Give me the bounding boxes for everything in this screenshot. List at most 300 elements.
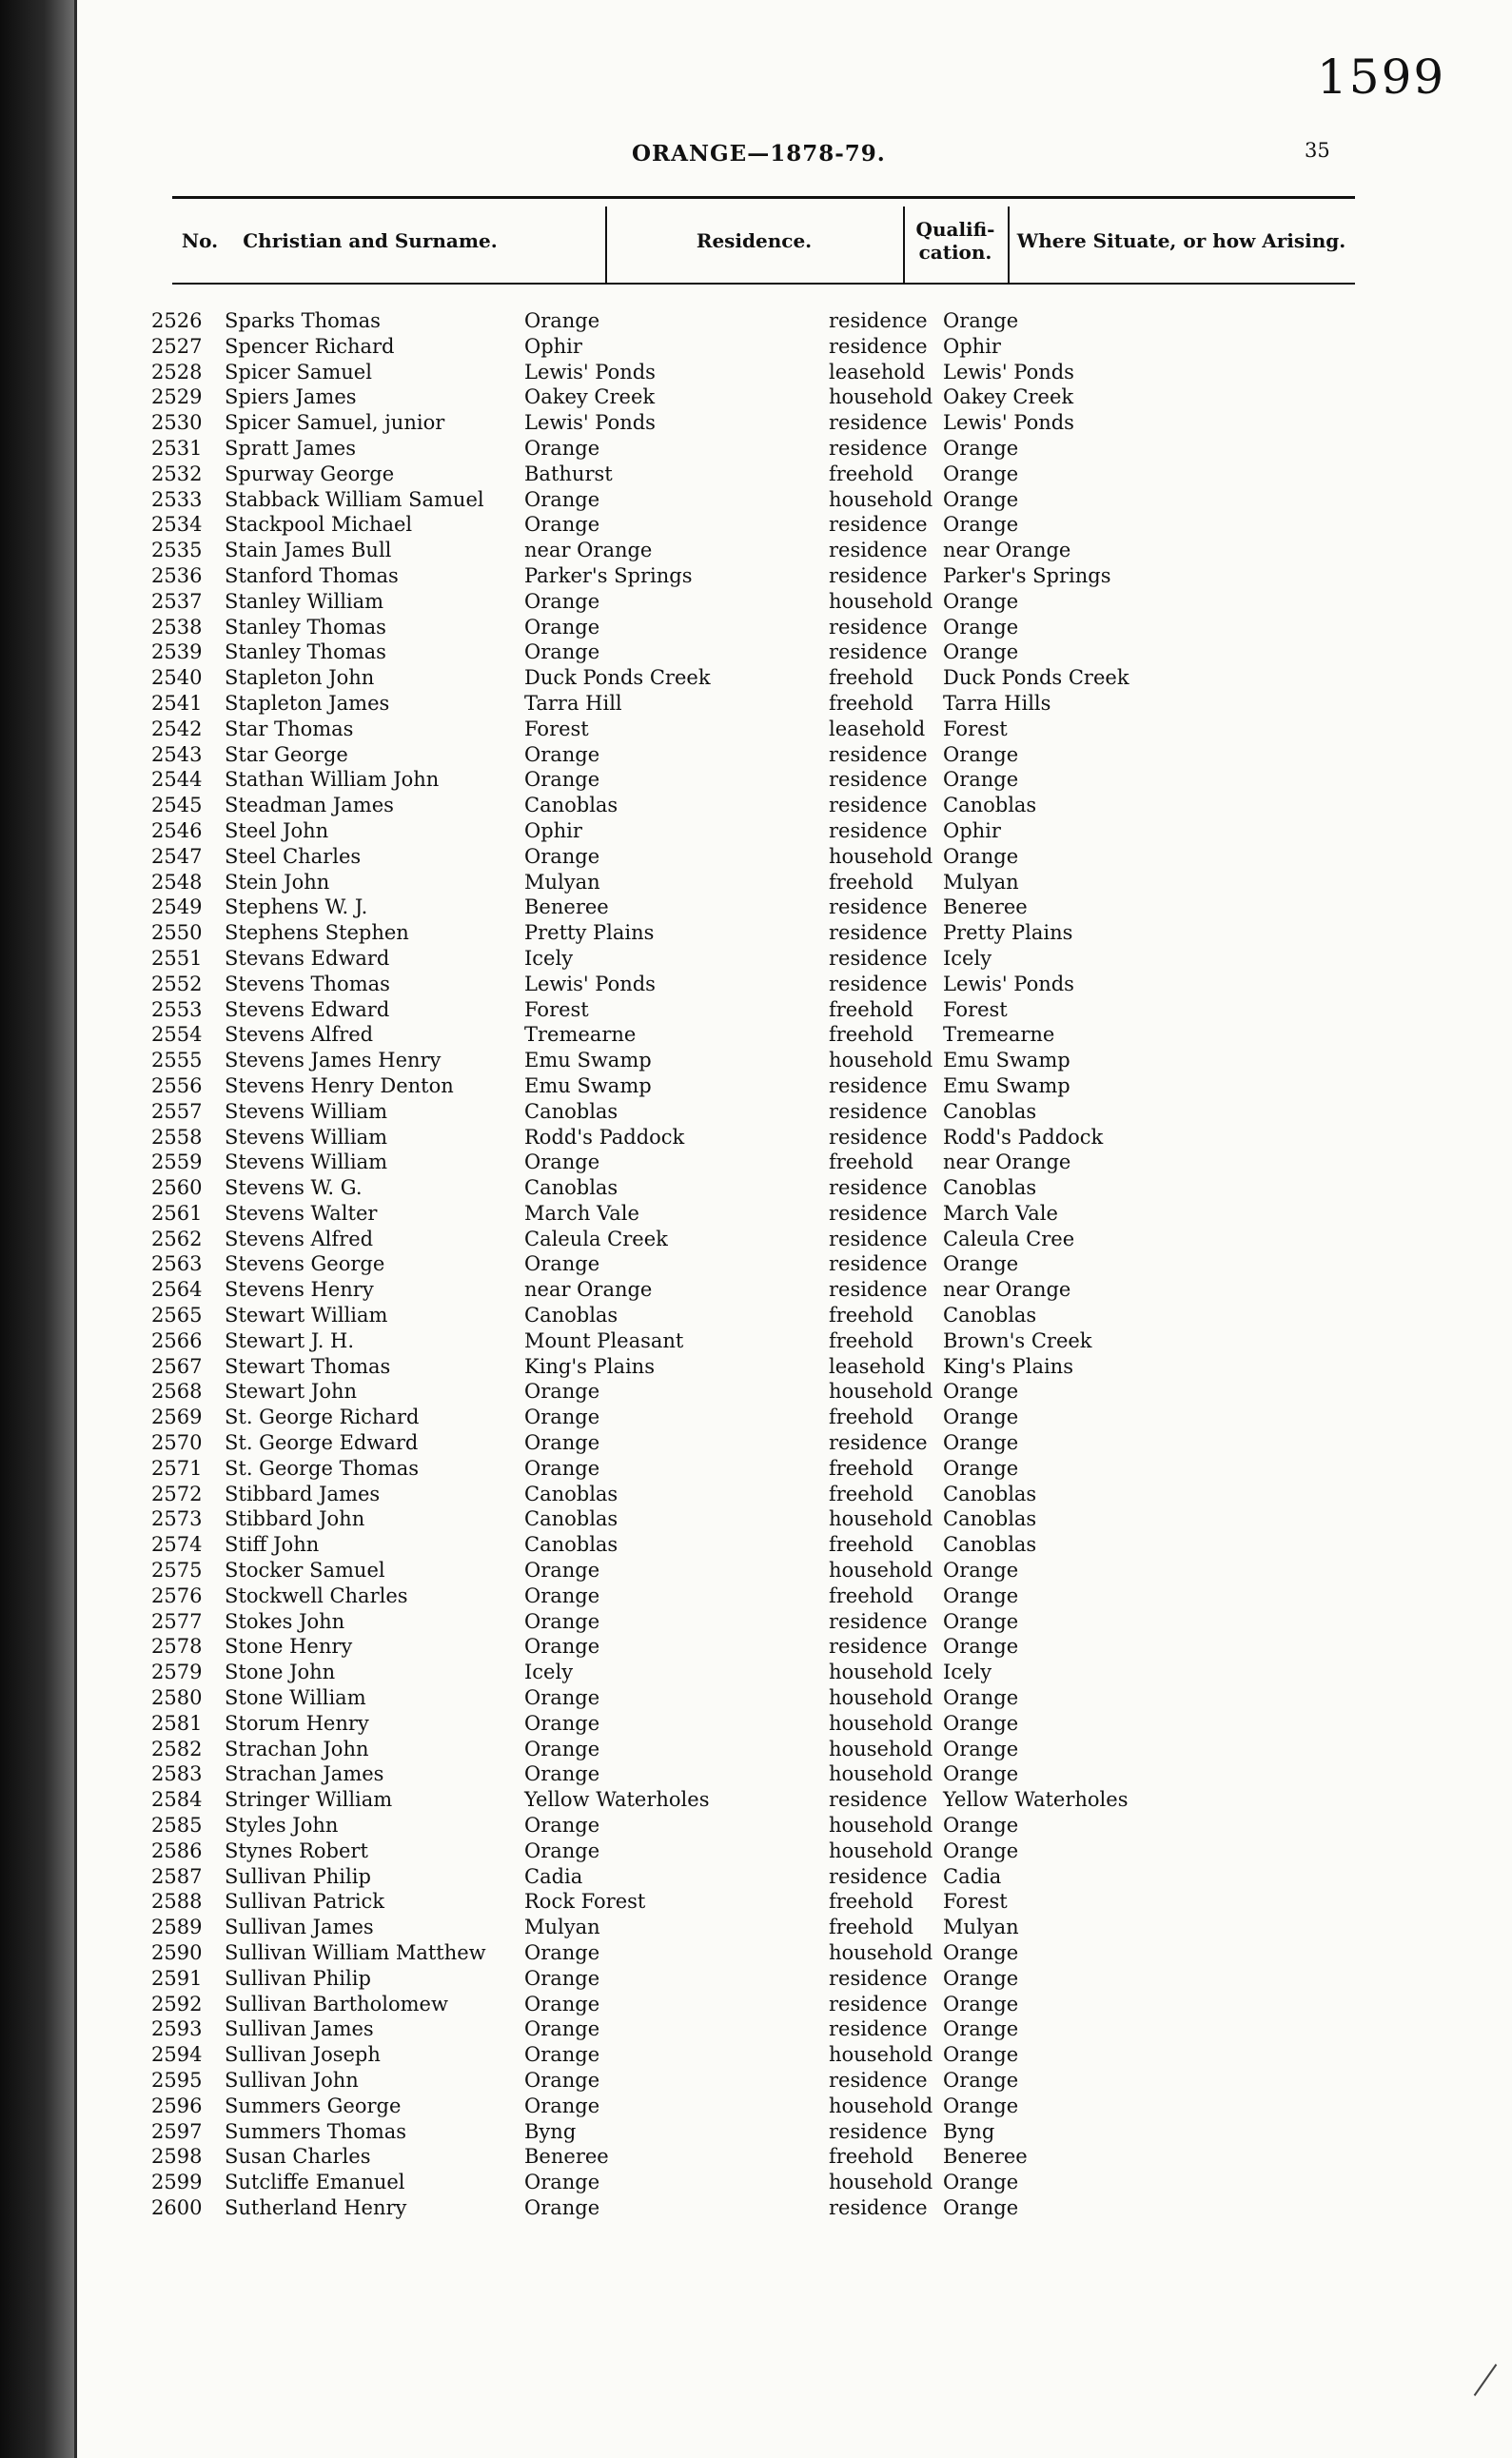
table-row [77, 1787, 1512, 1813]
cell-qualification: freehold [829, 1328, 913, 1352]
cell-where: Orange [943, 1456, 1019, 1480]
cell-qualification: household [829, 1507, 933, 1531]
page-title: ORANGE—1878-79. [632, 141, 886, 167]
cell-name: Stewart John [225, 1380, 358, 1404]
cell-qualification: household [829, 2043, 933, 2067]
cell-where: Orange [943, 844, 1019, 868]
cell-where: Orange [943, 1406, 1019, 1429]
cell-where: Icely [943, 1661, 992, 1684]
table-row [77, 1277, 1512, 1303]
table-row [77, 2195, 1512, 2221]
cell-number: 2571 [151, 1456, 203, 1480]
cell-number: 2574 [151, 1533, 203, 1557]
table-row [77, 1558, 1512, 1583]
cell-qualification: residence [829, 640, 928, 664]
table-row [77, 946, 1512, 972]
cell-qualification: household [829, 1737, 933, 1760]
table-row [77, 920, 1512, 946]
cell-qualification: residence [829, 1431, 928, 1455]
cell-residence: Orange [524, 2171, 600, 2194]
cell-residence: Orange [524, 513, 600, 537]
cell-residence: Orange [524, 2094, 600, 2117]
cell-where: Orange [943, 462, 1019, 485]
cell-residence: Orange [524, 1406, 600, 1429]
cell-residence: near Orange [524, 1278, 653, 1302]
cell-number: 2565 [151, 1304, 203, 1327]
cell-name: Stephens W. J. [225, 895, 368, 919]
cell-residence: Orange [524, 1635, 600, 1659]
cell-qualification: residence [829, 1176, 928, 1200]
cell-number: 2591 [151, 1966, 203, 1990]
cell-number: 2581 [151, 1711, 203, 1735]
cell-residence: Orange [524, 1992, 600, 2016]
cell-number: 2547 [151, 844, 203, 868]
table-header [172, 196, 1355, 285]
table-row [77, 1379, 1512, 1405]
cell-number: 2554 [151, 1023, 203, 1047]
table-row [77, 1889, 1512, 1915]
cell-where: Orange [943, 1686, 1019, 1710]
cell-residence: Orange [524, 589, 600, 613]
cell-qualification: freehold [829, 1456, 913, 1480]
cell-where: March Vale [943, 1201, 1058, 1225]
cell-qualification: leasehold [829, 360, 926, 383]
cell-qualification: household [829, 1839, 933, 1862]
cell-qualification: household [829, 1380, 933, 1404]
cell-name: Stevens William [225, 1150, 388, 1174]
cell-qualification: household [829, 1559, 933, 1583]
cell-name: Stapleton John [225, 666, 375, 690]
header-name: Christian and Surname. [243, 229, 498, 252]
cell-name: Stanley Thomas [225, 615, 386, 639]
table-row [77, 1813, 1512, 1839]
cell-number: 2579 [151, 1661, 203, 1684]
cell-name: Storum Henry [225, 1711, 369, 1735]
cell-where: Orange [943, 1380, 1019, 1404]
table-row [77, 2144, 1512, 2170]
table-row [77, 1864, 1512, 1890]
cell-residence: Orange [524, 309, 600, 332]
cell-where: Ophir [943, 334, 1001, 358]
cell-number: 2570 [151, 1431, 203, 1455]
cell-residence: Orange [524, 1583, 600, 1607]
table-row [77, 665, 1512, 691]
table-row [77, 1099, 1512, 1125]
cell-qualification: freehold [829, 1150, 913, 1174]
cell-where: Orange [943, 2171, 1019, 2194]
cell-where: Orange [943, 1583, 1019, 1607]
cell-number: 2541 [151, 691, 203, 715]
cell-residence: Orange [524, 1559, 600, 1583]
cell-number: 2543 [151, 742, 203, 766]
table-row [77, 1201, 1512, 1227]
cell-number: 2588 [151, 1890, 203, 1914]
cell-number: 2526 [151, 309, 203, 332]
table-row [77, 1711, 1512, 1737]
cell-name: Stein John [225, 870, 330, 894]
cell-number: 2587 [151, 1864, 203, 1888]
cell-name: Sutherland Henry [225, 2195, 407, 2219]
cell-number: 2538 [151, 615, 203, 639]
cell-where: Orange [943, 487, 1019, 511]
cell-qualification: household [829, 1661, 933, 1684]
cell-number: 2584 [151, 1788, 203, 1812]
cell-where: Lewis' Ponds [943, 360, 1074, 383]
cell-residence: Orange [524, 1966, 600, 1990]
cell-number: 2536 [151, 563, 203, 587]
cell-number: 2564 [151, 1278, 203, 1302]
table-row [77, 1737, 1512, 1762]
cell-where: near Orange [943, 539, 1071, 562]
cell-number: 2599 [151, 2171, 203, 2194]
cell-residence: Orange [524, 2195, 600, 2219]
cell-name: Stanley William [225, 589, 384, 613]
table-row [77, 563, 1512, 589]
cell-name: Stokes John [225, 1609, 345, 1633]
cell-where: Orange [943, 1711, 1019, 1735]
cell-qualification: residence [829, 921, 928, 945]
cell-residence: Pretty Plains [524, 921, 655, 945]
table-row [77, 1685, 1512, 1711]
cell-name: Stevens Henry Denton [225, 1073, 454, 1097]
cell-residence: Icely [524, 1661, 574, 1684]
cell-residence: Tremearne [524, 1023, 637, 1047]
table-row [77, 997, 1512, 1023]
cell-residence: Mulyan [524, 870, 600, 894]
cell-qualification: freehold [829, 1583, 913, 1607]
cell-where: Tarra Hills [943, 691, 1051, 715]
cell-where: Orange [943, 1966, 1019, 1990]
cell-qualification: residence [829, 1966, 928, 1990]
cell-residence: Orange [524, 1839, 600, 1862]
table-row [77, 1048, 1512, 1073]
cell-residence: Forest [524, 997, 589, 1021]
cell-number: 2568 [151, 1380, 203, 1404]
cell-name: Stone William [225, 1686, 366, 1710]
cell-qualification: freehold [829, 1482, 913, 1505]
cell-number: 2539 [151, 640, 203, 664]
cell-qualification: household [829, 1941, 933, 1964]
cell-qualification: residence [829, 539, 928, 562]
cell-residence: Orange [524, 615, 600, 639]
cell-qualification: residence [829, 742, 928, 766]
table-row [77, 844, 1512, 870]
cell-where: Beneree [943, 895, 1028, 919]
cell-name: Stabback William Samuel [225, 487, 484, 511]
cell-where: Orange [943, 589, 1019, 613]
cell-name: Stockwell Charles [225, 1583, 408, 1607]
cell-qualification: residence [829, 794, 928, 817]
table-row [77, 615, 1512, 640]
cell-where: Forest [943, 997, 1008, 1021]
cell-where: Orange [943, 640, 1019, 664]
cell-number: 2566 [151, 1328, 203, 1352]
cell-residence: Orange [524, 436, 600, 460]
cell-number: 2537 [151, 589, 203, 613]
cell-qualification: household [829, 385, 933, 409]
cell-qualification: household [829, 1686, 933, 1710]
cell-where: Lewis' Ponds [943, 411, 1074, 435]
cell-number: 2577 [151, 1609, 203, 1633]
cell-where: Mulyan [943, 870, 1019, 894]
cell-residence: Caleula Creek [524, 1227, 668, 1250]
cell-residence: Beneree [524, 895, 609, 919]
cell-name: Star George [225, 742, 348, 766]
table-row [77, 384, 1512, 410]
cell-name: Spratt James [225, 436, 356, 460]
cell-name: Sullivan Joseph [225, 2043, 381, 2067]
cell-qualification: residence [829, 1864, 928, 1888]
cell-where: Orange [943, 742, 1019, 766]
cell-where: near Orange [943, 1150, 1071, 1174]
cell-number: 2528 [151, 360, 203, 383]
cell-where: Yellow Waterholes [943, 1788, 1129, 1812]
cell-name: Stewart Thomas [225, 1354, 391, 1378]
cell-qualification: residence [829, 895, 928, 919]
cell-number: 2532 [151, 462, 203, 485]
table-row [77, 2068, 1512, 2094]
cell-name: Sullivan Philip [225, 1864, 371, 1888]
cell-where: Orange [943, 768, 1019, 792]
cell-residence: Lewis' Ponds [524, 360, 656, 383]
table-row [77, 2119, 1512, 2145]
cell-where: Canoblas [943, 1099, 1037, 1123]
cell-qualification: residence [829, 1252, 928, 1276]
cell-residence: Orange [524, 1150, 600, 1174]
cell-name: Stevens Alfred [225, 1227, 374, 1250]
cell-name: Stain James Bull [225, 539, 392, 562]
corner-mark [1474, 2364, 1498, 2396]
cell-residence: Orange [524, 1380, 600, 1404]
cell-name: Stevens William [225, 1125, 388, 1149]
cell-qualification: household [829, 2171, 933, 2194]
cell-qualification: residence [829, 946, 928, 970]
cell-where: Icely [943, 946, 992, 970]
table-row [77, 717, 1512, 742]
table-row [77, 1660, 1512, 1685]
header-qualification: Qualifi- cation. [915, 218, 995, 264]
cell-where: Canoblas [943, 1507, 1037, 1531]
cell-residence: Orange [524, 2017, 600, 2041]
cell-qualification: residence [829, 334, 928, 358]
cell-name: Stocker Samuel [225, 1559, 385, 1583]
table-row [77, 1150, 1512, 1175]
cell-qualification: household [829, 589, 933, 613]
elector-list [77, 308, 1512, 2221]
cell-name: Sullivan John [225, 2068, 359, 2092]
header-no: No. [181, 229, 219, 252]
cell-where: Orange [943, 436, 1019, 460]
cell-number: 2551 [151, 946, 203, 970]
cell-qualification: residence [829, 1125, 928, 1149]
cell-qualification: household [829, 1814, 933, 1838]
cell-number: 2530 [151, 411, 203, 435]
cell-qualification: household [829, 2094, 933, 2117]
cell-where: Byng [943, 2119, 995, 2143]
cell-qualification: household [829, 1049, 933, 1072]
cell-number: 2549 [151, 895, 203, 919]
table-row [77, 1227, 1512, 1252]
cell-residence: Canoblas [524, 794, 619, 817]
cell-residence: Emu Swamp [524, 1049, 652, 1072]
table-row [77, 1506, 1512, 1532]
cell-qualification: freehold [829, 870, 913, 894]
cell-residence: Cadia [524, 1864, 583, 1888]
cell-where: Emu Swamp [943, 1049, 1070, 1072]
cell-name: Stevans Edward [225, 946, 390, 970]
table-row [77, 1303, 1512, 1328]
cell-qualification: residence [829, 1609, 928, 1633]
cell-where: Canoblas [943, 1176, 1037, 1200]
cell-name: Susan Charles [225, 2145, 371, 2169]
cell-name: Styles John [225, 1814, 339, 1838]
cell-where: Orange [943, 1559, 1019, 1583]
cell-name: Sutcliffe Emanuel [225, 2171, 405, 2194]
cell-residence: Orange [524, 1431, 600, 1455]
table-row [77, 1634, 1512, 1660]
cell-qualification: residence [829, 1992, 928, 2016]
cell-residence: Orange [524, 1941, 600, 1964]
table-row [77, 2042, 1512, 2068]
cell-name: Stewart J. H. [225, 1328, 355, 1352]
cell-where: Brown's Creek [943, 1328, 1092, 1352]
cell-residence: Lewis' Ponds [524, 411, 656, 435]
table-row [77, 895, 1512, 920]
cell-name: Sullivan Philip [225, 1966, 371, 1990]
cell-residence: Parker's Springs [524, 563, 693, 587]
cell-qualification: household [829, 1711, 933, 1735]
cell-residence: Orange [524, 742, 600, 766]
cell-number: 2546 [151, 818, 203, 842]
cell-number: 2552 [151, 972, 203, 995]
cell-qualification: household [829, 1762, 933, 1786]
table-row [77, 308, 1512, 334]
cell-residence: Orange [524, 1609, 600, 1633]
cell-residence: Canoblas [524, 1482, 619, 1505]
cell-name: St. George Thomas [225, 1456, 419, 1480]
table-row [77, 793, 1512, 818]
table-row [77, 1175, 1512, 1201]
cell-residence: March Vale [524, 1201, 639, 1225]
cell-name: Sparks Thomas [225, 309, 381, 332]
cell-residence: Icely [524, 946, 574, 970]
table-row [77, 1915, 1512, 1940]
cell-where: Orange [943, 309, 1019, 332]
cell-name: Spiers James [225, 385, 357, 409]
cell-number: 2559 [151, 1150, 203, 1174]
cell-name: Stevens Henry [225, 1278, 374, 1302]
cell-number: 2561 [151, 1201, 203, 1225]
cell-name: Stapleton James [225, 691, 390, 715]
cell-number: 2558 [151, 1125, 203, 1149]
cell-number: 2534 [151, 513, 203, 537]
table-row [77, 1022, 1512, 1048]
table-row [77, 1966, 1512, 1992]
table-row [77, 1251, 1512, 1277]
cell-where: Forest [943, 717, 1008, 740]
cell-number: 2578 [151, 1635, 203, 1659]
cell-where: Orange [943, 1737, 1019, 1760]
cell-number: 2560 [151, 1176, 203, 1200]
page-number: 1599 [1317, 49, 1446, 105]
cell-where: Oakey Creek [943, 385, 1074, 409]
cell-where: Orange [943, 1762, 1019, 1786]
cell-residence: Tarra Hill [524, 691, 622, 715]
cell-qualification: residence [829, 411, 928, 435]
cell-number: 2598 [151, 2145, 203, 2169]
header-where: Where Situate, or how Arising. [1016, 229, 1346, 252]
cell-where: King's Plains [943, 1354, 1073, 1378]
cell-number: 2569 [151, 1406, 203, 1429]
cell-number: 2594 [151, 2043, 203, 2067]
cell-where: Orange [943, 2043, 1019, 2067]
cell-number: 2582 [151, 1737, 203, 1760]
cell-residence: Orange [524, 640, 600, 664]
table-row [77, 410, 1512, 436]
cell-name: Stiff John [225, 1533, 320, 1557]
cell-qualification: freehold [829, 1916, 913, 1939]
table-row [77, 1073, 1512, 1099]
cell-number: 2562 [151, 1227, 203, 1250]
table-row [77, 462, 1512, 487]
cell-residence: Ophir [524, 818, 582, 842]
cell-number: 2542 [151, 717, 203, 740]
cell-qualification: leasehold [829, 1354, 926, 1378]
cell-qualification: freehold [829, 666, 913, 690]
cell-name: Stevens Edward [225, 997, 390, 1021]
cell-where: Orange [943, 1839, 1019, 1862]
cell-residence: Mulyan [524, 1916, 600, 1939]
cell-qualification: residence [829, 1099, 928, 1123]
cell-where: Cadia [943, 1864, 1002, 1888]
cell-name: Sullivan Patrick [225, 1890, 385, 1914]
cell-where: Orange [943, 1609, 1019, 1633]
cell-name: Sullivan James [225, 2017, 374, 2041]
table-row [77, 691, 1512, 717]
cell-where: Orange [943, 2017, 1019, 2041]
cell-qualification: residence [829, 818, 928, 842]
cell-name: Sullivan Bartholomew [225, 1992, 448, 2016]
cell-residence: Canoblas [524, 1507, 619, 1531]
cell-name: Spurway George [225, 462, 395, 485]
cell-qualification: household [829, 487, 933, 511]
cell-where: Orange [943, 2094, 1019, 2117]
table-row [77, 360, 1512, 385]
cell-name: Sullivan James [225, 1916, 374, 1939]
cell-number: 2597 [151, 2119, 203, 2143]
cell-where: Forest [943, 1890, 1008, 1914]
cell-where: Parker's Springs [943, 563, 1111, 587]
table-row [77, 1761, 1512, 1787]
cell-residence: Rock Forest [524, 1890, 646, 1914]
cell-residence: Orange [524, 1737, 600, 1760]
cell-where: Canoblas [943, 1533, 1037, 1557]
cell-residence: Orange [524, 2043, 600, 2067]
cell-number: 2563 [151, 1252, 203, 1276]
cell-residence: Canoblas [524, 1099, 619, 1123]
cell-where: Orange [943, 1635, 1019, 1659]
table-row [77, 1354, 1512, 1380]
cell-name: Steel John [225, 818, 329, 842]
table-row [77, 512, 1512, 538]
cell-name: Strachan James [225, 1762, 384, 1786]
cell-number: 2567 [151, 1354, 203, 1378]
cell-residence: Emu Swamp [524, 1073, 652, 1097]
cell-name: Spicer Samuel [225, 360, 372, 383]
cell-qualification: household [829, 844, 933, 868]
cell-residence: Orange [524, 1456, 600, 1480]
cell-where: Orange [943, 1992, 1019, 2016]
